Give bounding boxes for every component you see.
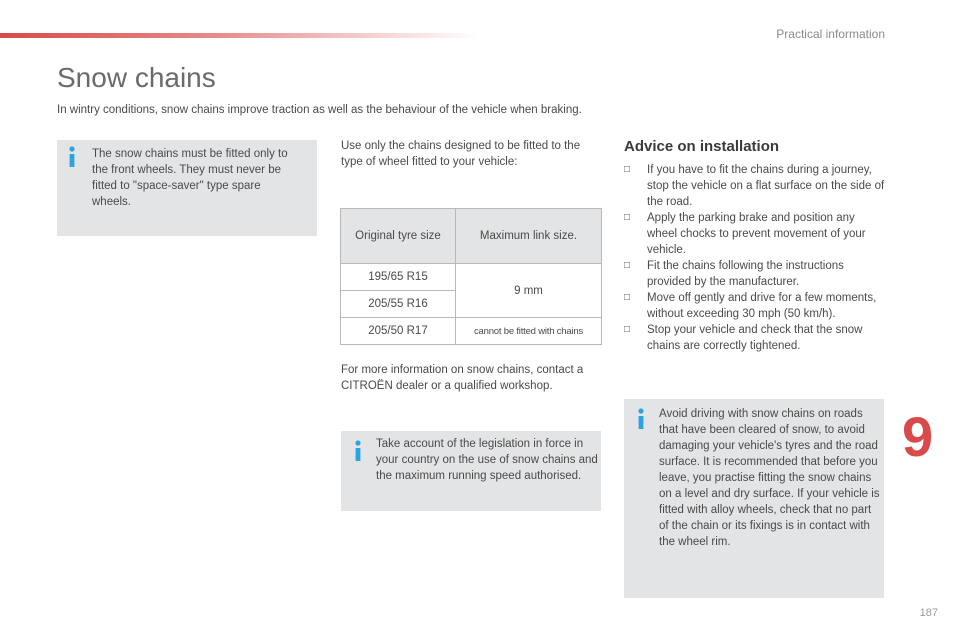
table-header-tyre-size: Original tyre size — [341, 209, 456, 264]
list-item-text: If you have to fit the chains during a journey, stop the vehicle on a flat surface on the side of the road. — [647, 164, 885, 208]
check-box-icon: □ — [624, 212, 631, 223]
check-box-icon: □ — [624, 260, 631, 271]
header-accent-bar — [0, 33, 480, 38]
info-text: The snow chains must be fitted only to the front wheels. They must never be fitted to "space-saver" type spare wheels. — [92, 148, 288, 208]
info-icon — [636, 408, 646, 430]
info-box-legislation — [341, 431, 601, 511]
info-box-cleared-roads — [624, 399, 884, 598]
chapter-number: 9 — [902, 405, 934, 468]
list-item-text: Fit the chains following the instructions provided by the manufacturer. — [647, 260, 844, 288]
check-box-icon: □ — [624, 164, 631, 175]
chains-usage-text: Use only the chains designed to be fitted to the type of wheel fitted to your vehicle: — [341, 140, 581, 168]
info-text: Take account of the legislation in force in your country on the use of snow chains and the maximum running speed authorised. — [376, 438, 598, 482]
list-item-text: Move off gently and drive for a few moments, without exceeding 30 mph (50 km/h). — [647, 292, 877, 320]
table-cell-link: 9 mm — [455, 264, 601, 318]
info-box-front-wheels — [57, 140, 317, 236]
page-title: Snow chains — [57, 62, 216, 93]
check-box-icon: □ — [624, 324, 631, 335]
list-item — [624, 258, 886, 290]
table-row — [341, 318, 602, 345]
advice-list — [624, 162, 886, 354]
table-cell-size: 205/55 R16 — [341, 291, 456, 318]
section-header: Practical information — [776, 27, 885, 41]
info-icon — [353, 440, 363, 462]
intro-paragraph: In wintry conditions, snow chains improve traction as well as the behaviour of the vehicle when braking. — [57, 104, 582, 116]
table-header-link-size: Maximum link size. — [455, 209, 601, 264]
tyre-size-table — [340, 208, 602, 345]
list-item — [624, 162, 886, 210]
info-text: Avoid driving with snow chains on roads that have been cleared of snow, to avoid damaging your vehicle's tyres and the road surface. It is recommended that before you leave, you practise fitting the snow chains on a level and dry surface. If your vehicle is fitted with alloy wheels, check that no part of the chain or its fixings is in contact with the wheel rim. — [659, 408, 880, 548]
table-cell-link: cannot be fitted with chains — [455, 318, 601, 345]
advice-title: Advice on installation — [624, 138, 780, 155]
list-item — [624, 210, 886, 258]
list-item — [624, 290, 886, 322]
list-item-text: Stop your vehicle and check that the snow chains are correctly tightened. — [647, 324, 863, 352]
list-item — [624, 322, 886, 354]
more-info-text: For more information on snow chains, contact a CITROËN dealer or a qualified workshop. — [341, 364, 584, 392]
table-row — [341, 264, 602, 291]
check-box-icon: □ — [624, 292, 631, 303]
table-cell-size: 195/65 R15 — [341, 264, 456, 291]
table-cell-size: 205/50 R17 — [341, 318, 456, 345]
page-number: 187 — [919, 607, 938, 619]
table-header-row — [341, 209, 602, 264]
list-item-text: Apply the parking brake and position any wheel chocks to prevent movement of your vehicle. — [647, 212, 866, 256]
info-icon — [67, 146, 77, 168]
